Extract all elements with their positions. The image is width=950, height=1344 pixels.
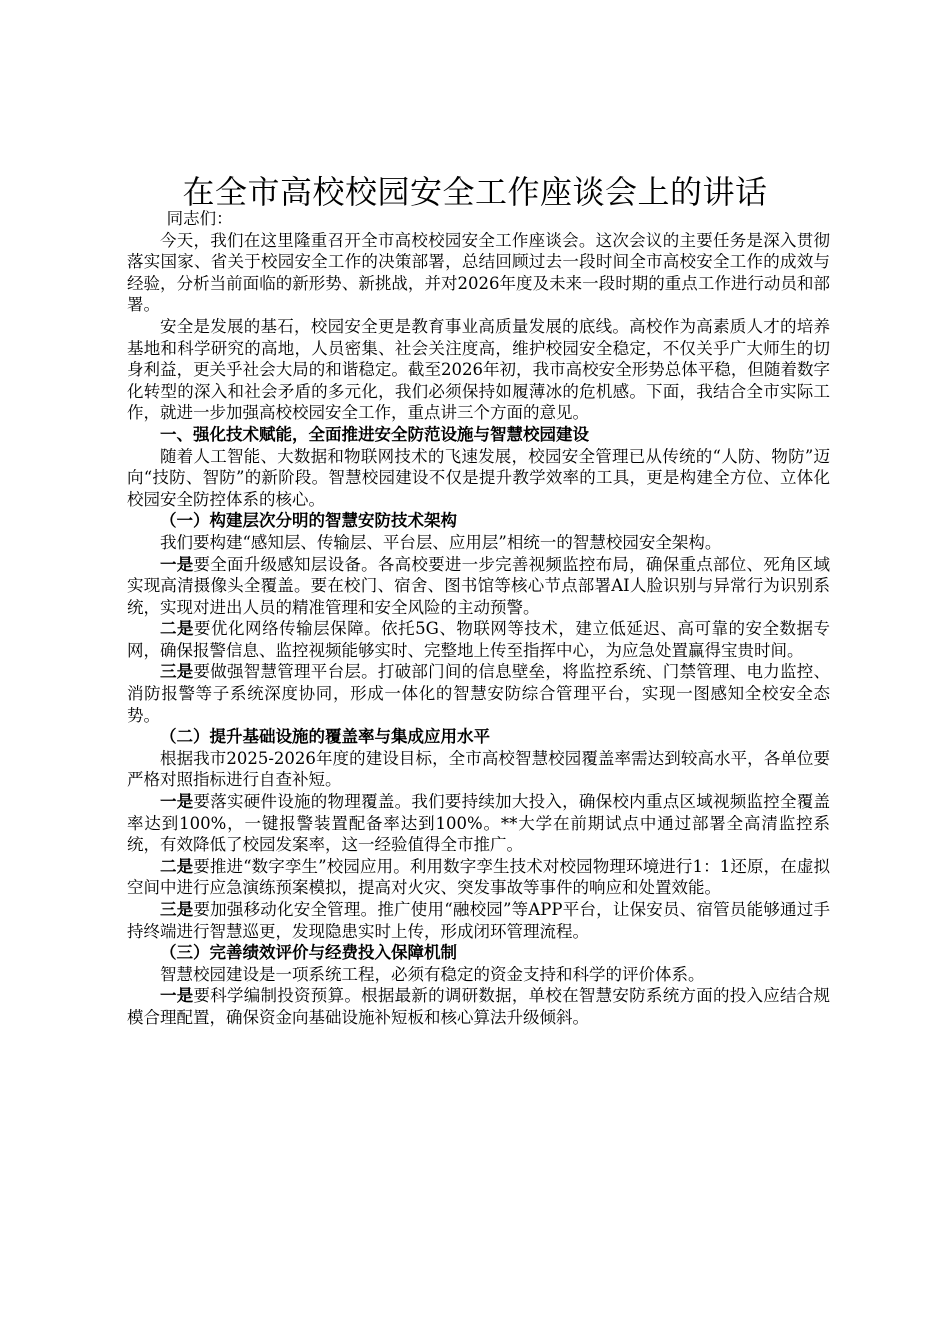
paragraph-body: 要优化网络传输层保障。依托5G、物联网等技术，建立低延迟、高可靠的安全数据专网，确保报警信息、监控视频能够实时、完整地上传至指挥中心，为应急处置赢得宝贵时间。: [127, 619, 831, 660]
paragraph-lead: 一是: [160, 792, 194, 812]
paragraph-lead: 二是: [160, 619, 195, 639]
paragraph: 安全是发展的基石，校园安全更是教育事业高质量发展的底线。高校作为高素质人才的培养基地和科学研究的高地，人员密集、社会关注度高，维护校园安全稳定，不仅关乎广大师生的切身利益，更关乎社会大局的和谐稳定。截至2026年初，我市高校安全形势总体平稳，但随着数字化转型的深入和社会矛盾的多元化，我们必须保持如履薄冰的危机感。下面，我结合全市实际工作，就进一步加强高校校园安全工作，重点讲三个方面的意见。: [127, 316, 830, 423]
paragraph-lead: 一是: [160, 986, 194, 1006]
list-paragraph: [127, 899, 830, 942]
list-paragraph: [127, 618, 830, 661]
paragraph-body: 要落实硬件设施的物理覆盖。我们要持续加大投入，确保校内重点区域视频监控全覆盖率达到100%，一键报警装置配备率达到100%。**大学在前期试点中通过部署全高清监控系统，有效降低了校园发案率，这一经验值得全市推广。: [127, 792, 831, 855]
paragraph-lead: 一是: [160, 554, 194, 574]
list-paragraph: [127, 791, 830, 856]
paragraph-body: 要科学编制投资预算。根据最新的调研数据，单校在智慧安防系统方面的投入应结合规模合理配置，确保资金向基础设施补短板和核心算法升级倾斜。: [127, 986, 831, 1027]
paragraph-lead: 三是: [160, 662, 194, 682]
list-paragraph: [127, 856, 830, 899]
paragraph-body: 要推进“数字孪生”校园应用。利用数字孪生技术对校园物理环境进行1：1还原，在虚拟空间中进行应急演练预案模拟，提高对火灾、突发事故等事件的响应和处置效能。: [127, 856, 830, 898]
paragraph-body: 要加强移动化安全管理。推广使用“融校园”等APP平台，让保安员、宿管员能够通过手持终端进行智慧巡更，发现隐患实时上传，形成闭环管理流程。: [127, 900, 830, 941]
paragraph: 随着人工智能、大数据和物联网技术的飞速发展，校园安全管理已从传统的“人防、物防”迈向“技防、智防”的新阶段。智慧校园建设不仅是提升教学效率的工具，更是构建全方位、立体化校园安全防控体系的核心。: [127, 446, 830, 509]
paragraph: 智慧校园建设是一项系统工程，必须有稳定的资金支持和科学的评价体系。: [160, 964, 705, 984]
salutation: 同志们：: [166, 209, 233, 228]
paragraph: 我们要构建“感知层、传输层、平台层、应用层”相统一的智慧校园安全架构。: [160, 532, 722, 552]
section-heading: 一、强化技术赋能，全面推进安全防范设施与智慧校园建设: [160, 424, 589, 444]
paragraph-body: 要全面升级感知层设备。各高校要进一步完善视频监控布局，确保重点部位、死角区域实现高清摄像头全覆盖。要在校门、宿舍、图书馆等核心节点部署AI人脸识别与异常行为识别系统，实现对进出人员的精准管理和安全风险的主动预警。: [127, 554, 831, 617]
subsection-heading: （三）完善绩效评价与经费投入保障机制: [160, 943, 457, 963]
paragraph-lead: 三是: [160, 900, 194, 919]
list-paragraph: [127, 554, 830, 619]
subsection-heading: （一）构建层次分明的智慧安防技术架构: [160, 511, 457, 531]
list-paragraph: [127, 985, 830, 1028]
paragraph-lead: 二是: [160, 856, 194, 876]
paragraph: 今天，我们在这里隆重召开全市高校校园安全工作座谈会。这次会议的主要任务是深入贯彻落实国家、省关于校园安全工作的决策部署，总结回顾过去一段时间全市高校安全工作的成效与经验，分析当前面临的新形势、新挑战，并对2026年度及未来一段时期的重点工作进行动员和部署。: [127, 230, 830, 315]
subsection-heading: （二）提升基础设施的覆盖率与集成应用水平: [160, 727, 490, 747]
paragraph: 根据我市2025-2026年度的建设目标，全市高校智慧校园覆盖率需达到较高水平，各单位要严格对照指标进行自查补短。: [127, 748, 830, 790]
document-body: [127, 208, 830, 1029]
list-paragraph: [127, 661, 830, 726]
document-title: 在全市高校校园安全工作座谈会上的讲话: [182, 173, 768, 211]
paragraph-body: 要做强智慧管理平台层。打破部门间的信息壁垒，将监控系统、门禁管理、电力监控、消防报警等子系统深度协同，形成一体化的智慧安防综合管理平台，实现一图感知全校安全态势。: [127, 662, 831, 725]
